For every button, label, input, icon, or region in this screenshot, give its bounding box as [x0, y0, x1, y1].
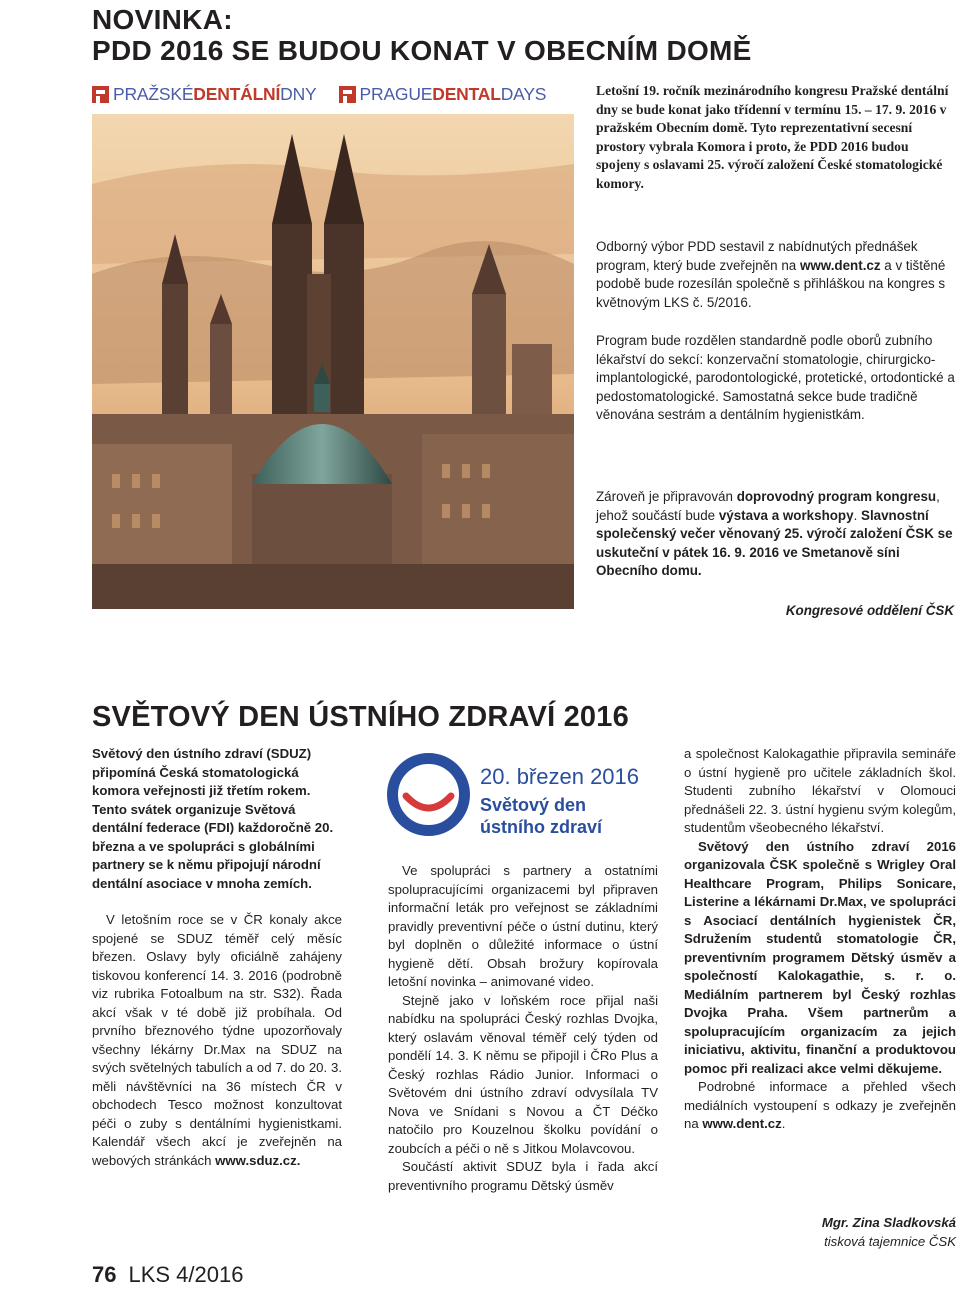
- sduz-name: [480, 794, 602, 838]
- issue-label: LKS 4/2016: [128, 1262, 244, 1287]
- logo-en-regular: PRAGUE: [359, 84, 433, 104]
- logo-cz-tail: DNY: [280, 84, 317, 104]
- article2-title: SVĚTOVÝ DEN ÚSTNÍHO ZDRAVÍ 2016: [92, 701, 629, 733]
- colA-paragraph-2: [92, 911, 342, 1170]
- logo-en-bold: DENTAL: [432, 84, 501, 104]
- colC-text-b: .: [781, 1116, 786, 1131]
- acc-text-b: doprovodný program kongresu: [736, 489, 937, 504]
- acc-text-f: Slavnostní společenský večer věnovaný 25. výročí založení ČSK se uskuteční v pátek 16. 9. 2016 ve Smetanově síni Obecního domu.: [596, 507, 953, 579]
- prague-skyline-photo: [92, 114, 574, 609]
- colA-bold-paragraph: Světový den ústního zdraví (SDUZ) připomíná Česká stomatologická komora veřejnosti již třetím rokem. Tento svátek organizuje Světová dentální federace (FDI) každoročně 20. března a ve spolupráci s globálními partnery se k němu připojují národní dentální asociace v mnoha zemích.: [92, 746, 334, 891]
- intro-paragraph: Letošní 19. ročník mezinárodního kongresu Pražské dentální dny se bude konat jako třídenní v termínu 15. – 17. 9. 2016 v pražském Obecním domě. Tyto reprezentativní secesní prostory vybrala Komora i proto, že PDD 2016 budou spojeny s oslavami 25. výročí založení České stomatologické komory.: [596, 83, 949, 191]
- colA-text: V letošním roce se v ČR konaly akce spojené se SDUZ téměř celý měsíc březen. Oslavy byly oficiálně zahájeny tiskovou konferencí 14. 3. 2016 (podrobně viz rubrika Fotoalbum na str. S32). Řada akcí však v té době již probíhala. Od prvního březnového týdne upozorňovaly všechny lékárny Dr.Max na SDUZ na svých světelných tabulích a od 7. do 20. 3. měli návštěvníci na 36 místech ČR v obchodech Tesco možnost konzultovat péči o zuby s dentálními hygienistkami. Kalendář všech akcí je zveřejněn na webových stránkách: [92, 912, 342, 1168]
- page-number: 76: [92, 1262, 117, 1287]
- acc-text-c: , jehož součástí bude: [596, 489, 940, 523]
- colB-paragraph-2: Stejně jako v loňském roce přijal naši nabídku na spolupráci Český rozhlas Dvojka, který oslavám věnoval téměř celý týden od pondělí 14. 3. K němu se připojil i ČRo Plus a Český rozhlas Rádio Junior. Informaci o Světovém dni ústního zdraví odvysílala TV Nova ve Snídani s Novou a ČT Déčko natočilo pro Kouzelnou školku povídání o zoubcích a péči o ně s Jitkou Molavcovou.: [388, 992, 658, 1156]
- column-a: [92, 745, 342, 1170]
- page-footer: [92, 1262, 243, 1288]
- program-text-a: Odborný výbor PDD sestavil z nabídnutých přednášek program, který bude zveřejněn na: [596, 239, 918, 273]
- article-title: [92, 4, 752, 66]
- sections-paragraph: Program bude rozdělen standardně podle oborů zubního lékařství do sekcí: konzervační stomatologie, chirurgicko-implantologické, parodontologické, protetické, ortodontické a pedostomatologické. Samostatná sekce bude tradičně věnována sestrám a dentálním hygienistkám.: [596, 333, 955, 423]
- sduz-name-line2: ústního zdraví: [480, 817, 603, 837]
- colB-paragraph-1: Ve spolupráci s partnery a ostatními spolupracujícími organizacemi byl připraven informační leták pro veřejnost se základními pravidly preventivní péče o ústní dutinu, který byl doplněn o důležité informace o ústní hygieně dětí. Obsah brožury kopírovala letošní novinka – animované video.: [388, 863, 658, 989]
- colC-paragraph-2: Světový den ústního zdraví 2016 organizovala ČSK společně s Wrigley Oral Healthcare Program, Philips Sonicare, Listerine a lékárnami Dr.Max, ve spolupráci s Asociací dentálních hygienistek ČR, Sdružením studentů stomatologie ČR, preventivním programem Dětský úsměv a společností Kalokagathie, s. r. o. Mediálním partnerem byl Český rozhlas Dvojka Praha. Všem partnerům a spolupracujícím organizacím za jejich iniciativu, aktivitu, finanční a produktovou pomoc při realizaci akce velmi děkujeme.: [684, 838, 956, 1076]
- program-paragraph: [596, 238, 956, 312]
- program-text-b: a v tištěné podobě bude rozesílán společně s přihláškou na kongres s květnovým LKS č. 5/2016.: [596, 257, 946, 310]
- author-role: tisková tajemnice ČSK: [824, 1233, 956, 1249]
- column-c: [684, 745, 956, 1134]
- colC-text-a: Podrobné informace a přehled všech mediálních vystoupení s odkazy je zveřejněn na: [684, 1079, 956, 1131]
- author-name: Mgr. Zina Sladkovská: [821, 1215, 956, 1230]
- accompanying-paragraph: [596, 488, 956, 581]
- column-b: [388, 862, 658, 1195]
- sduz-logo-icon: [386, 752, 471, 837]
- acc-text-a: Zároveň je připravován: [596, 489, 737, 504]
- article1-signature: Kongresové oddělení ČSK: [785, 603, 954, 618]
- colC-paragraph-1: a společnost Kalokagathie připravila semináře o ústní hygieně pro učitele základních škol. Studenti zubního lékařství v Olomouci přednášeli 22. 3. ústní hygienu svým kolegům, studentům všeobecného lékařství.: [684, 746, 956, 835]
- sduz-link[interactable]: www.sduz.cz.: [215, 1152, 301, 1168]
- colB-paragraph-3: Součástí aktivit SDUZ byla i řada akcí preventivního programu Dětský úsměv: [388, 1159, 658, 1193]
- sduz-name-line1: Světový den: [480, 795, 587, 815]
- logo-en-tail: DAYS: [500, 84, 547, 104]
- acc-text-d: výstava a workshopy: [718, 507, 854, 523]
- pdd-logo-bar: [92, 84, 546, 105]
- sduz-date: 20. březen 2016: [480, 764, 640, 789]
- logo-cz-regular: PRAŽSKÉ: [113, 84, 194, 104]
- author-block: [684, 1214, 956, 1251]
- dent-link[interactable]: www.dent.cz: [799, 257, 881, 273]
- colC-paragraph-3: [684, 1078, 956, 1134]
- pdd-logo-icon-en: [339, 86, 356, 103]
- dent-link-2[interactable]: www.dent.cz: [702, 1116, 782, 1131]
- logo-cz-bold: DENTÁLNÍ: [193, 84, 281, 104]
- acc-text-e: .: [853, 507, 862, 523]
- title-line-2: PDD 2016 SE BUDOU KONAT V OBECNÍM DOMĚ: [92, 35, 752, 66]
- pdd-logo-icon: [92, 86, 109, 103]
- title-line-1: NOVINKA:: [92, 4, 233, 35]
